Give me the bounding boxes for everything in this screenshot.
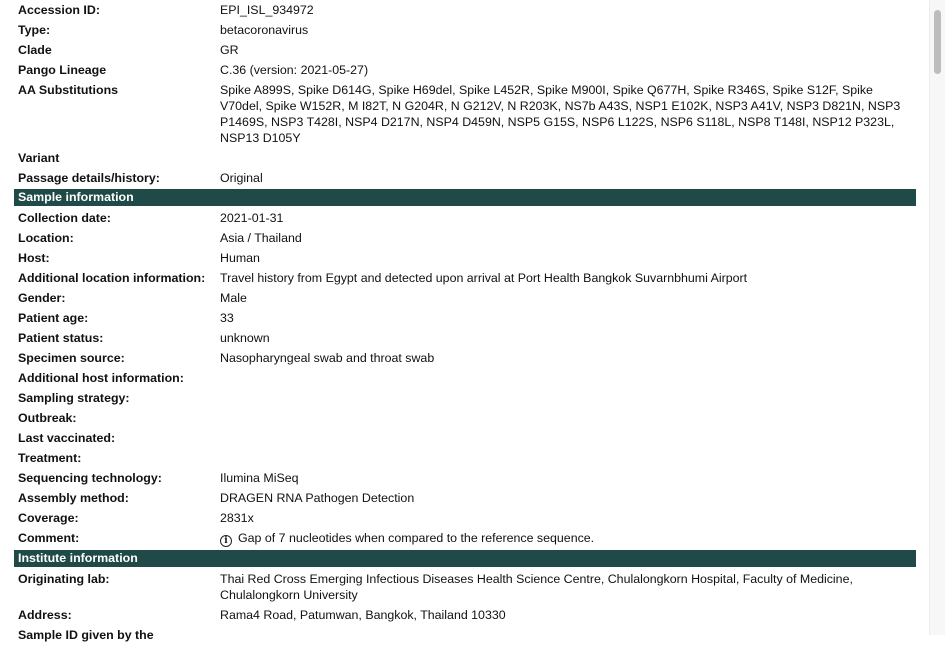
scrollbar-thumb[interactable] bbox=[934, 10, 941, 74]
field-row bbox=[14, 228, 916, 248]
field-row bbox=[14, 60, 916, 80]
field-value: Ilumina MiSeq bbox=[220, 471, 299, 485]
field-value: Nasopharyngeal swab and throat swab bbox=[220, 351, 435, 365]
field-value: GR bbox=[220, 43, 239, 57]
field-row bbox=[14, 268, 916, 288]
field-value: DRAGEN RNA Pathogen Detection bbox=[220, 491, 415, 505]
field-row bbox=[14, 0, 916, 20]
field-row bbox=[14, 40, 916, 60]
field-value: Rama4 Road, Patumwan, Bangkok, Thailand 10330 bbox=[220, 608, 506, 622]
field-value bbox=[220, 368, 916, 372]
field-value: Travel history from Egypt and detected upon arrival at Port Health Bangkok Suvarnbhumi Airport bbox=[220, 271, 748, 285]
comment-value-container bbox=[220, 528, 916, 549]
field-value: EPI_ISL_934972 bbox=[220, 3, 314, 17]
field-label: Collection date: bbox=[18, 211, 111, 225]
field-label: Gender: bbox=[18, 291, 66, 305]
field-row bbox=[14, 428, 916, 448]
field-label: Host: bbox=[18, 251, 50, 265]
field-value: betacoronavirus bbox=[220, 23, 309, 37]
field-label: Additional location information: bbox=[18, 271, 206, 285]
field-label: Pango Lineage bbox=[18, 63, 107, 77]
field-row bbox=[14, 625, 916, 645]
comment-label: Comment: bbox=[18, 531, 80, 545]
field-row bbox=[14, 348, 916, 368]
field-value: Original bbox=[220, 171, 263, 185]
comment-row bbox=[14, 528, 916, 549]
field-label: Location: bbox=[18, 231, 74, 245]
field-label: Coverage: bbox=[18, 511, 79, 525]
info-icon[interactable]: i bbox=[220, 535, 232, 547]
field-row bbox=[14, 148, 916, 168]
field-value: unknown bbox=[220, 331, 270, 345]
field-row bbox=[14, 488, 916, 508]
field-value bbox=[220, 625, 916, 629]
field-label: Clade bbox=[18, 43, 52, 57]
field-label: Originating lab: bbox=[18, 572, 110, 586]
field-label: Sampling strategy: bbox=[18, 391, 130, 405]
field-label: Last vaccinated: bbox=[18, 431, 116, 445]
field-row bbox=[14, 569, 916, 605]
field-label: Address: bbox=[18, 608, 72, 622]
vertical-scrollbar[interactable] bbox=[929, 0, 945, 635]
field-label: AA Substitutions bbox=[18, 83, 119, 97]
field-row bbox=[14, 508, 916, 528]
field-value: Spike A899S, Spike D614G, Spike H69del, Spike L452R, Spike M900I, Spike Q677H, Spike R346S, Spike S12F, Spike V70del, Spike W152R, M I82T, N G204R, N G212V, N R203K, NS7b A43S, NSP1 E102K, NSP3 A41V, NSP3 D821N, NSP3 P1469S, NSP3 T428I, NSP4 D217N, NSP4 D459N, NSP5 G15S, NSP6 L122S, NSP6 S118L, NSP8 T148I, NSP12 P323L, NSP13 D105Y bbox=[220, 83, 901, 145]
field-row bbox=[14, 20, 916, 40]
field-row bbox=[14, 448, 916, 468]
field-label: Patient age: bbox=[18, 311, 89, 325]
field-row bbox=[14, 328, 916, 348]
field-value: 2831x bbox=[220, 511, 254, 525]
field-row bbox=[14, 368, 916, 388]
field-label: Variant bbox=[18, 151, 60, 165]
institute-information bbox=[14, 569, 916, 645]
field-row bbox=[14, 408, 916, 428]
field-value: C.36 (version: 2021-05-27) bbox=[220, 63, 369, 77]
field-label: Patient status: bbox=[18, 331, 104, 345]
field-value bbox=[220, 448, 916, 452]
field-value: Male bbox=[220, 291, 247, 305]
field-label: Outbreak: bbox=[18, 411, 77, 425]
field-row bbox=[14, 80, 916, 148]
field-label: Treatment: bbox=[18, 451, 82, 465]
field-label: Assembly method: bbox=[18, 491, 129, 505]
field-label: Sample ID given by the bbox=[18, 628, 154, 642]
field-row bbox=[14, 208, 916, 228]
field-label: Passage details/history: bbox=[18, 171, 160, 185]
field-value: Asia / Thailand bbox=[220, 231, 302, 245]
field-value bbox=[220, 408, 916, 412]
field-value: Human bbox=[220, 251, 260, 265]
field-label: Additional host information: bbox=[18, 371, 184, 385]
comment-value: Gap of 7 nucleotides when compared to the reference sequence. bbox=[238, 531, 595, 545]
field-value bbox=[220, 428, 916, 432]
field-label: Type: bbox=[18, 23, 51, 37]
field-row bbox=[14, 168, 916, 188]
field-value: Thai Red Cross Emerging Infectious Diseases Health Science Centre, Chulalongkorn Hospital, Faculty of Medicine, Chulalongkorn University bbox=[220, 572, 853, 602]
field-value bbox=[220, 388, 916, 392]
field-row bbox=[14, 308, 916, 328]
field-label: Sequencing technology: bbox=[18, 471, 162, 485]
field-row bbox=[14, 288, 916, 308]
field-row bbox=[14, 468, 916, 488]
sample-information bbox=[14, 208, 916, 528]
section-header-institute: Institute information bbox=[14, 550, 916, 567]
record-detail bbox=[14, 0, 916, 645]
field-label: Accession ID: bbox=[18, 3, 100, 17]
field-label: Specimen source: bbox=[18, 351, 125, 365]
field-row bbox=[14, 248, 916, 268]
field-row bbox=[14, 388, 916, 408]
section-header-sample: Sample information bbox=[14, 189, 916, 206]
field-value bbox=[220, 148, 916, 152]
field-value: 2021-01-31 bbox=[220, 211, 284, 225]
field-value: 33 bbox=[220, 311, 234, 325]
field-row bbox=[14, 605, 916, 625]
virus-metadata bbox=[14, 0, 916, 188]
